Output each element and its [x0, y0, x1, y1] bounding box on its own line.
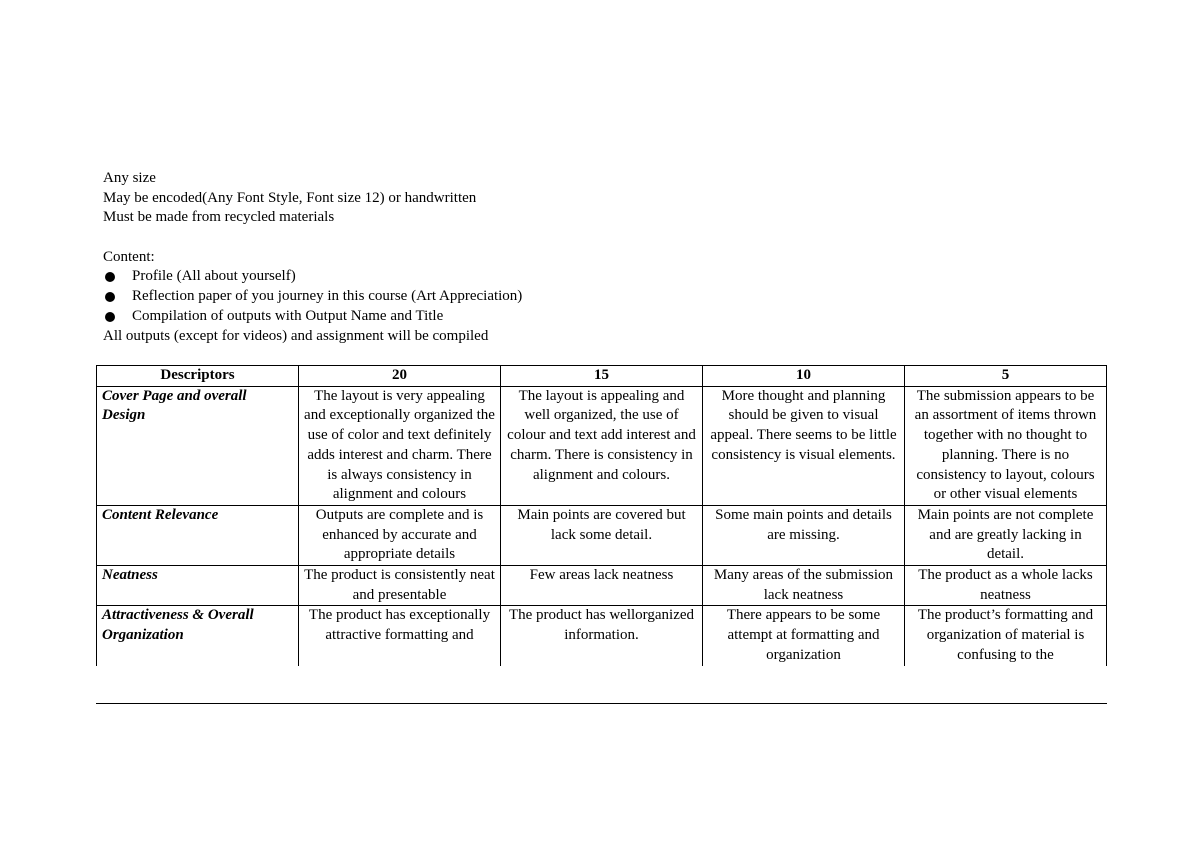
bullet-item [103, 267, 488, 287]
table-row [97, 566, 1107, 606]
instruction-line: Any size [103, 170, 156, 186]
page-bottom-rule [96, 703, 1107, 704]
table-cell: The submission appears to be an assortment of items thrown together with no thought to planning. There is no consistency to layout, colours or other visual elements [905, 386, 1107, 505]
bullet-icon [105, 292, 115, 302]
table-cell: Some main points and details are missing. [703, 505, 905, 565]
table-cell: Main points are not complete and are greatly lacking in detail. [905, 505, 1107, 565]
instruction-line: May be encoded(Any Font Style, Font size 12) or handwritten [103, 189, 477, 206]
bullet-text: Profile (All about yourself) [132, 268, 296, 285]
spacer [103, 228, 488, 248]
table-header-row [97, 366, 1107, 387]
bullet-icon [105, 312, 115, 322]
row-descriptor: Cover Page and overall Design [97, 386, 299, 505]
header-score-20: 20 [299, 366, 501, 387]
header-score-5: 5 [905, 366, 1107, 387]
table-cell: The product has wellorganized information. [501, 606, 703, 666]
table-row [97, 505, 1107, 565]
bullet-text: Reflection paper of you journey in this course (Art Appreciation) [132, 288, 523, 305]
table-row [97, 386, 1107, 505]
table-cell: The layout is very appealing and exceptionally organized the use of color and text definitely adds interest and charm. There is always consistency in alignment and colours [299, 386, 501, 505]
header-score-15: 15 [501, 366, 703, 387]
rubric-clip [94, 363, 1110, 704]
bullet-item [103, 307, 488, 327]
table-cell: Outputs are complete and is enhanced by accurate and appropriate details [299, 505, 501, 565]
instruction-line: Must be made from recycled materials [103, 209, 335, 226]
row-descriptor: Content Relevance [97, 505, 299, 565]
table-cell: There appears to be some attempt at formatting and organization [703, 606, 905, 666]
closing-note: All outputs (except for videos) and assignment will be compiled [103, 327, 489, 344]
content-heading: Content: [103, 248, 155, 265]
row-descriptor: Neatness [97, 566, 299, 606]
table-cell: More thought and planning should be given to visual appeal. There seems to be little consistency is visual elements. [703, 386, 905, 505]
bullet-text: Compilation of outputs with Output Name and Title [132, 307, 444, 324]
table-cell: Many areas of the submission lack neatness [703, 566, 905, 606]
header-score-10: 10 [703, 366, 905, 387]
table-cell: The product has exceptionally attractive formatting and [299, 606, 501, 666]
bullet-item [103, 287, 523, 307]
table-cell: The layout is appealing and well organized, the use of colour and text add interest and charm. There is consistency in alignment and colours. [501, 386, 703, 505]
table-cell: The product as a whole lacks neatness [905, 566, 1107, 606]
instructions-block [103, 169, 523, 346]
row-descriptor: Attractiveness & Overall Organization [97, 606, 299, 666]
table-cell: The product is consistently neat and presentable [299, 566, 501, 606]
rubric-table [96, 365, 1107, 666]
header-descriptors: Descriptors [97, 366, 299, 387]
bullet-icon [105, 272, 115, 282]
table-row [97, 606, 1107, 666]
table-cell: Main points are covered but lack some detail. [501, 505, 703, 565]
table-cell: Few areas lack neatness [501, 566, 703, 606]
table-cell: The product’s formatting and organization of material is confusing to the [905, 606, 1107, 666]
